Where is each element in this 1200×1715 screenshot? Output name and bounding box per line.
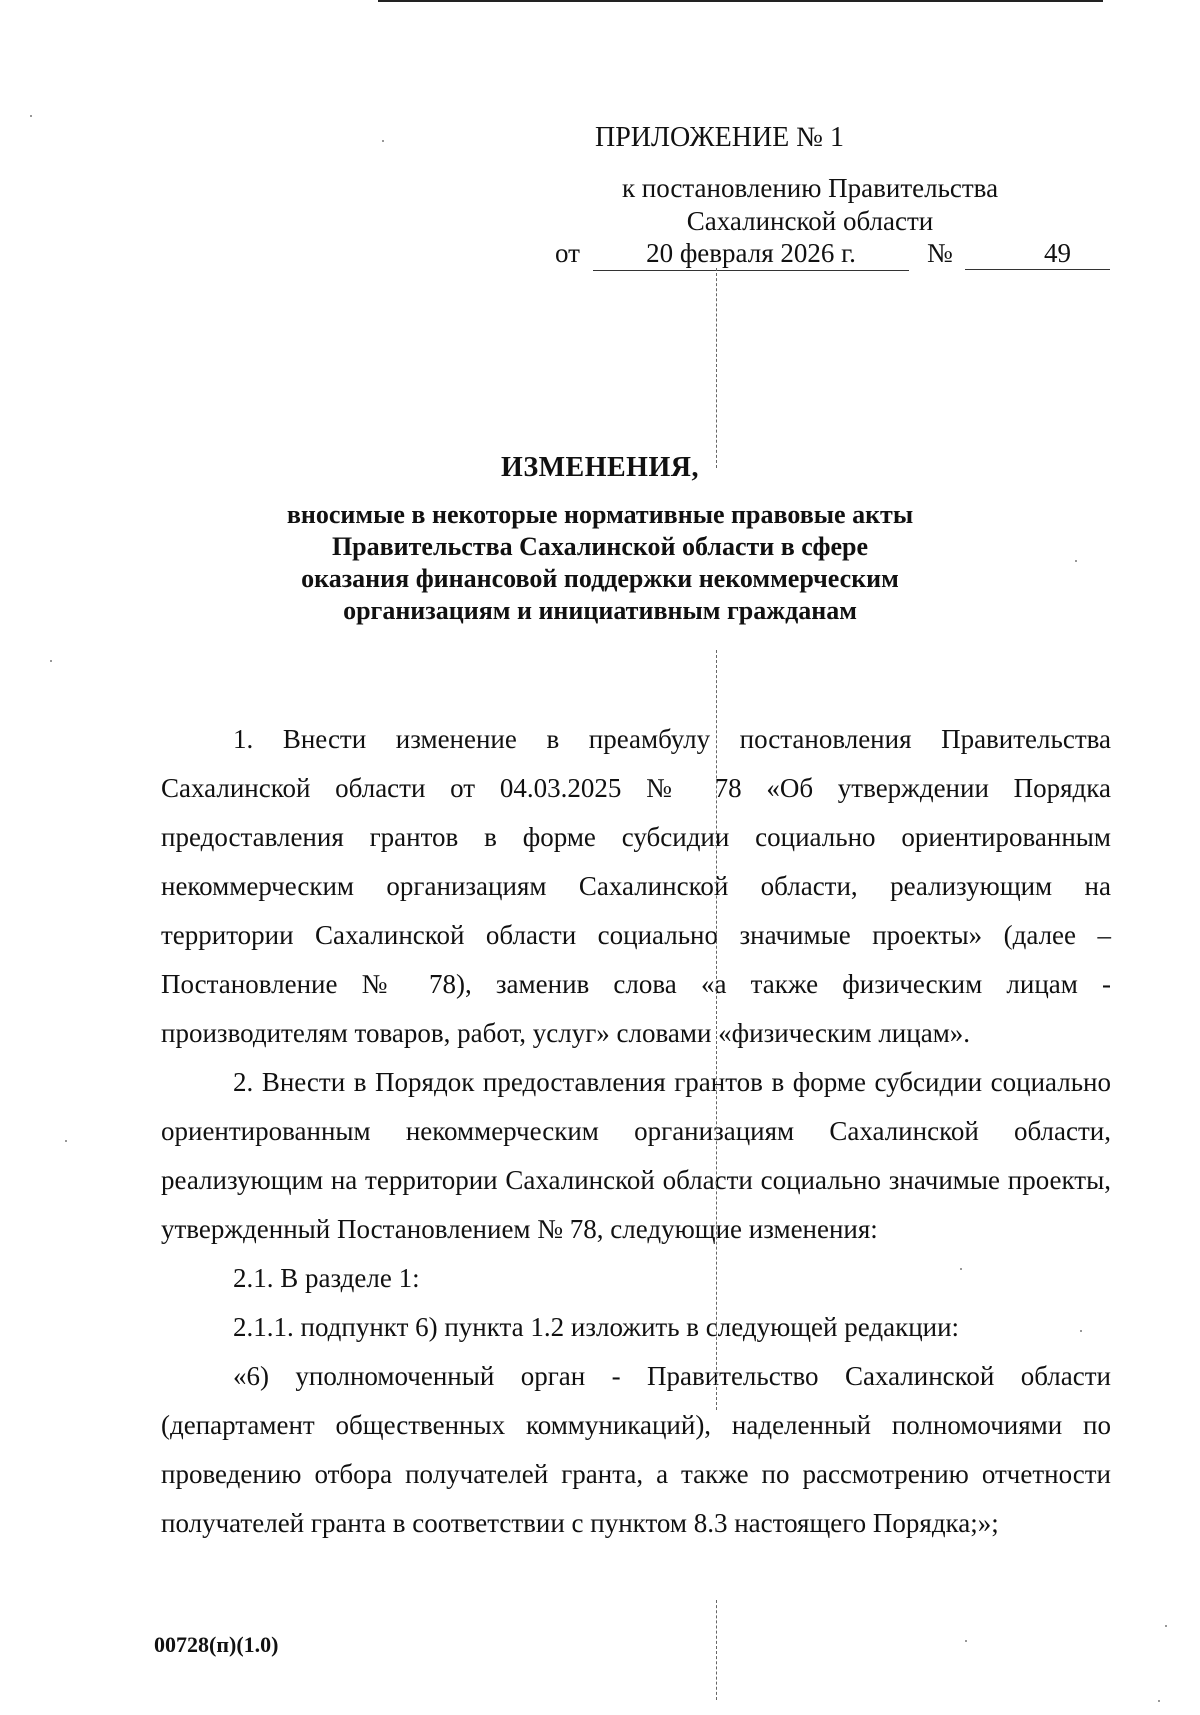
paragraph-3: 2.1. В разделе 1: bbox=[233, 1263, 420, 1293]
paragraph-4: 2.1.1. подпункт 6) пункта 1.2 изложить в следующей редакции: bbox=[233, 1312, 960, 1342]
scan-fold-line bbox=[716, 268, 718, 468]
scan-speck bbox=[965, 1640, 967, 1642]
doc-subheading-line-4: организациям и инициативным гражданам bbox=[343, 596, 857, 625]
scan-speck bbox=[960, 1268, 962, 1270]
number-field: 49 bbox=[965, 238, 1110, 270]
doc-heading: ИЗМЕНЕНИЯ, bbox=[501, 452, 699, 483]
paragraph-1: 1. Внести изменение в преамбулу постановления Правительства Сахалинской области от 04.03.2025 № 78 «Об утверждении Порядка предоставления грантов в форме субсидии социально ориентированным некоммерческим организациям Сахалинской области, реализующим на территории Сахалинской области социально значимые проекты» (далее – Постановление № 78), заменив слова «а также физическим лицам - производителям товаров, работ, услуг» словами «физическим лицам». bbox=[161, 724, 1111, 1048]
scan-speck bbox=[382, 140, 384, 142]
body-text bbox=[161, 715, 1111, 1548]
top-rule bbox=[378, 0, 1103, 2]
paragraph-2: 2. Внести в Порядок предоставления грантов в форме субсидии социально ориентированным некоммерческим организациям Сахалинской области, реализующим на территории Сахалинской области социально значимые проекты, утвержденный Постановлением № 78, следующие изменения: bbox=[161, 1067, 1111, 1244]
scan-speck bbox=[1165, 1625, 1167, 1627]
scan-speck bbox=[65, 1140, 67, 1142]
paragraph-5: «6) уполномоченный орган - Правительство Сахалинской области (департамент общественных коммуникаций), наделенный полномочиями по проведению отбора получателей гранта, а также по рассмотрению отчетности получателей гранта в соответствии с пунктом 8.3 настоящего Порядка;»; bbox=[161, 1361, 1111, 1538]
scan-speck bbox=[50, 660, 52, 662]
scan-speck bbox=[1158, 1700, 1160, 1702]
scan-speck bbox=[30, 115, 32, 117]
document-code: 00728(п)(1.0) bbox=[154, 1632, 279, 1657]
doc-subheading-line-1: вносимые в некоторые нормативные правовые акты bbox=[286, 500, 914, 529]
number-label: № bbox=[927, 238, 953, 268]
from-label: от bbox=[555, 238, 580, 268]
appendix-line-1: к постановлению Правительства bbox=[621, 173, 999, 203]
scan-fold-line bbox=[716, 1600, 718, 1700]
date-field: 20 февраля 2026 г. bbox=[593, 238, 909, 271]
appendix-title: ПРИЛОЖЕНИЕ № 1 bbox=[595, 122, 844, 153]
appendix-line-2: Сахалинской области bbox=[686, 206, 934, 236]
doc-subheading-line-2: Правительства Сахалинской области в сфере bbox=[331, 532, 869, 561]
doc-subheading-line-3: оказания финансовой поддержки некоммерческим bbox=[301, 564, 899, 593]
scan-fold-line bbox=[716, 650, 718, 1410]
scan-speck bbox=[1080, 1330, 1082, 1332]
scan-speck bbox=[1075, 560, 1077, 562]
